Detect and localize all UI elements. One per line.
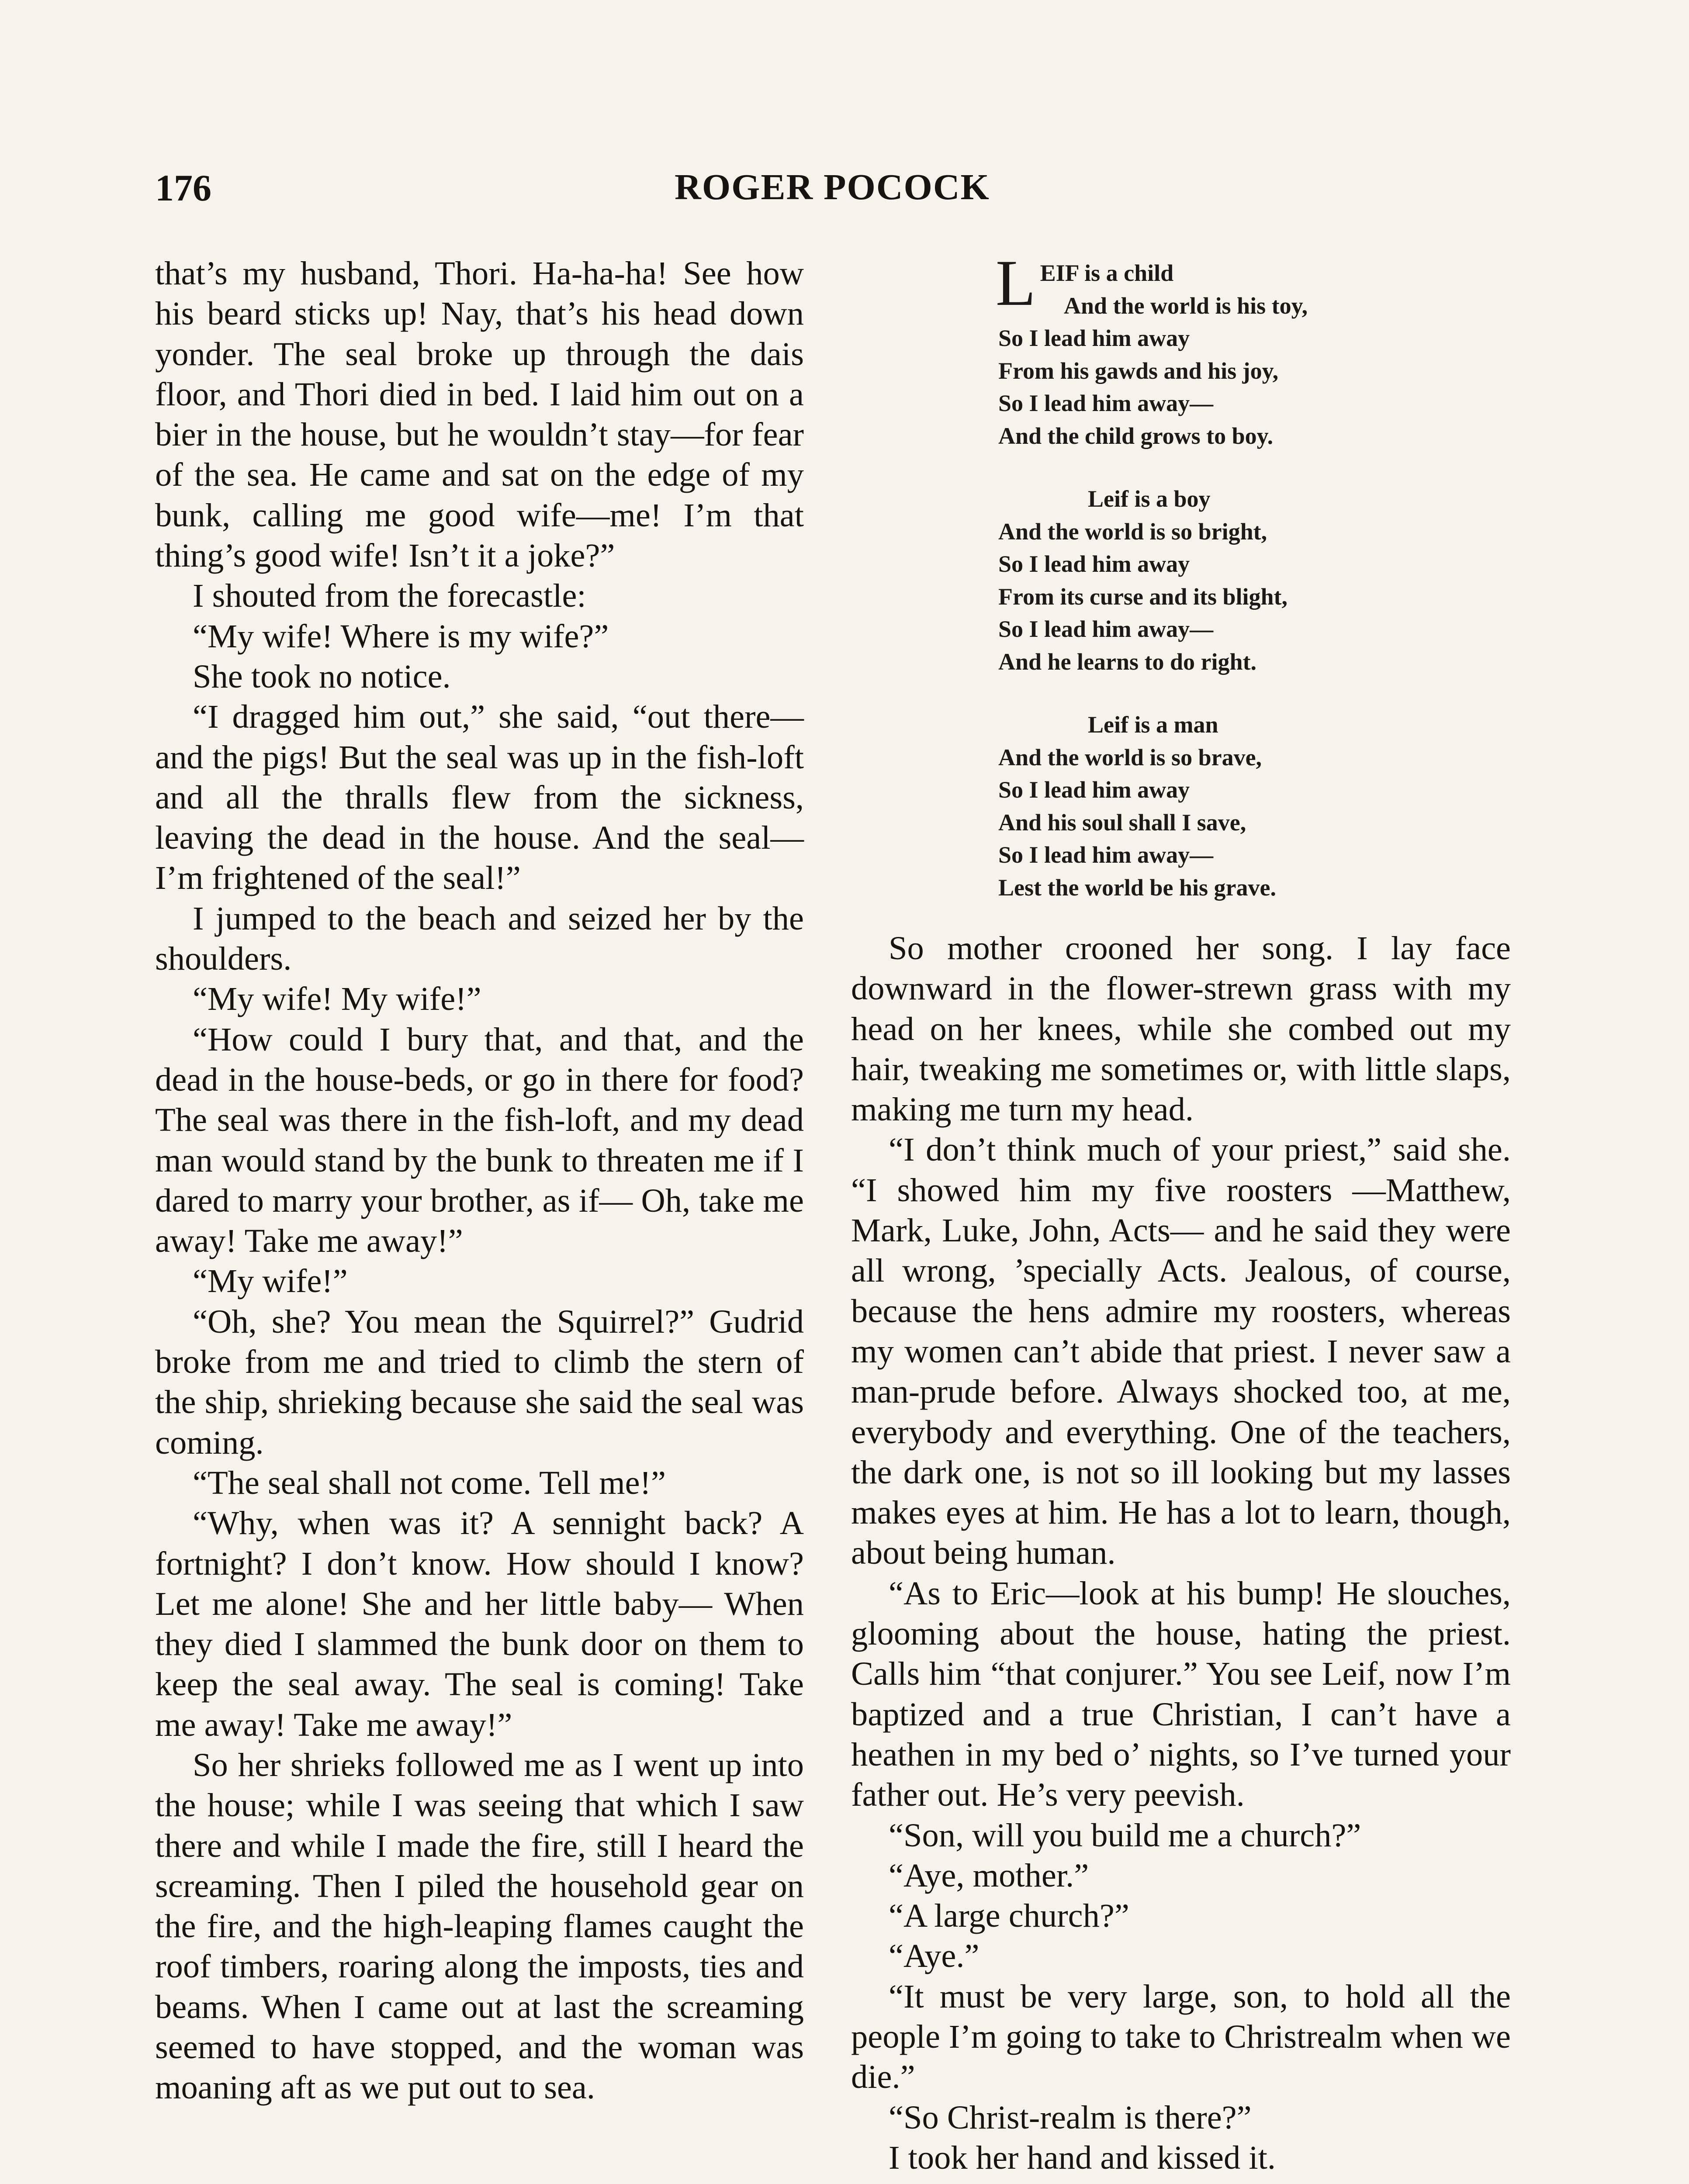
paragraph: “I dragged him out,” she said, “out there—and the pigs! But the seal was up in the fish-loft and all the thralls flew from the sickness, leaving the dead in the house. And the seal—I’m frightened of the seal!” [155, 698, 804, 897]
paragraph: “The seal shall not come. Tell me!” [193, 1464, 666, 1501]
drop-cap: L [996, 247, 1036, 319]
paragraph: “Why, when was it? A sennight back? A fortnight? I don’t know. How should I know? Let me alone! She and her little baby— When they died I slammed the bunk door on them to keep the seal away. The seal is coming! Take me away! Take me away!” [155, 1504, 804, 1743]
paragraph: “Aye, mother.” [889, 1856, 1089, 1894]
poem-line: And the child grows to boy. [998, 422, 1274, 449]
paragraph: “My wife! Where is my wife?” [193, 617, 609, 655]
paragraph: “I don’t think much of your priest,” said she. “I showed him my five roosters —Matthew, Mark, Luke, John, Acts— and he said they were all wrong, ’specially Acts. Jealous, of course, because the hens admire my roosters, whereas my women can’t abide that priest. I never saw a man-prude before. Always shocked too, at me, everybody and everything. One of the teachers, the dark one, is not so ill looking but my lasses makes eyes at him. He has a lot to learn, though, about being human. [851, 1131, 1511, 1572]
paragraph: “How could I bury that, and that, and the dead in the house-beds, or go in there for food? The seal was there in the fish-loft, and my dead man would stand by the bunk to threaten me if I dared to marry your brother, as if— Oh, take me away! Take me away!” [155, 1020, 804, 1260]
poem-line: And the world is so brave, [998, 744, 1262, 771]
paragraph: I took her hand and kissed it. [889, 2139, 1276, 2176]
poem-line: And the world is so bright, [998, 518, 1267, 545]
left-column [155, 253, 804, 2108]
poem-line: So I lead him away [998, 777, 1190, 803]
paragraph: that’s my husband, Thori. Ha-ha-ha! See how his beard sticks up! Nay, that’s his head down yonder. The seal broke up through the dais floor, and Thori died in bed. I laid him out on a bier in the house, but he wouldn’t stay—for fear of the sea. He came and sat on the edge of my bunk, calling me good wife—me! I’m that thing’s good wife! Isn’t it a joke?” [155, 255, 804, 574]
page-number: 176 [155, 167, 211, 209]
poem-line: From its curse and its blight, [998, 583, 1288, 610]
paragraph: “So Christ-realm is there?” [889, 2098, 1252, 2136]
poem [996, 247, 1479, 904]
poem-line: Leif is a boy [1088, 486, 1211, 512]
poem-line: And the world is his toy, [1064, 292, 1308, 319]
poem-line: And he learns to do right. [998, 648, 1257, 675]
page-header [155, 166, 1509, 218]
paragraph: I shouted from the forecastle: [193, 577, 586, 615]
poem-stanza [996, 247, 1479, 452]
poem-line: From his gawds and his joy, [998, 357, 1279, 384]
paragraph: “My wife! My wife!” [193, 980, 481, 1018]
running-head: ROGER POCOCK [675, 167, 990, 207]
paragraph: “Oh, she? You mean the Squirrel?” Gudrid broke from me and tried to climb the stern of the ship, shrieking because she said the seal was coming. [155, 1303, 804, 1461]
poem-line: EIF is a child [1040, 260, 1174, 286]
poem-line: So I lead him away [998, 551, 1190, 577]
poem-line: Leif is a man [1088, 712, 1218, 738]
poem-line: So I lead him away [998, 325, 1190, 351]
paragraph: I jumped to the beach and seized her by the shoulders. [155, 899, 804, 978]
poem-line: And his soul shall I save, [998, 809, 1246, 836]
paragraph: “As to Eric—look at his bump! He slouches, glooming about the house, hating the priest. Calls him “that conjurer.” You see Leif, now I’m baptized and a true Christian, I can’t have a heathen in my bed o’ nights, so I’ve turned your father out. He’s very peevish. [851, 1574, 1511, 1814]
poem-line: So I lead him away— [998, 390, 1214, 416]
right-column [851, 928, 1511, 2178]
paragraph: She took no notice. [193, 657, 451, 695]
poem-line: Lest the world be his grave. [998, 874, 1276, 901]
poem-stanza [998, 483, 1479, 678]
paragraph: “Aye.” [889, 1937, 979, 1975]
poem-stanza [998, 708, 1479, 904]
poem-line: So I lead him away— [998, 842, 1214, 868]
paragraph: So mother crooned her song. I lay face downward in the flower-strewn grass with my head on her knees, while she combed out my hair, tweaking me sometimes or, with little slaps, making me turn my head. [851, 930, 1511, 1128]
paragraph: So her shrieks followed me as I went up into the house; while I was seeing that which I saw there and while I made the fire, still I heard the screaming. Then I piled the household gear on the fire, and the high-leaping flames caught the roof timbers, roaring along the imposts, ties and beams. When I came out at last the screaming seemed to have stopped, and the woman was moaning aft as we put out to sea. [155, 1746, 804, 2106]
poem-line: So I lead him away— [998, 616, 1214, 642]
paragraph: “It must be very large, son, to hold all the people I’m going to take to Christrealm when we die.” [851, 1977, 1511, 2096]
paragraph: “A large church?” [889, 1897, 1129, 1935]
paragraph: “Son, will you build me a church?” [889, 1816, 1361, 1854]
paragraph: “My wife!” [193, 1262, 348, 1300]
